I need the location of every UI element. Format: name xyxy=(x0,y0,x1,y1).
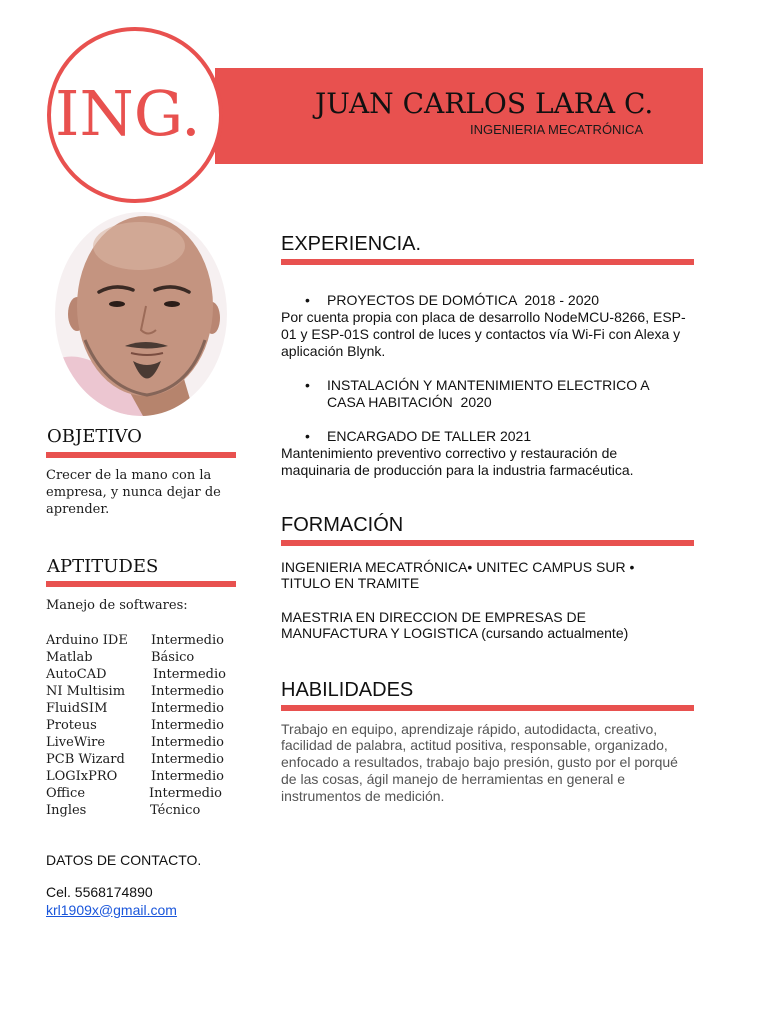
software-row xyxy=(46,717,246,734)
profile-photo xyxy=(55,212,227,416)
abilities-line: facilidad de palabra, actitud positiva, responsable, organizado, xyxy=(281,737,668,754)
contact-heading: DATOS DE CONTACTO. xyxy=(46,851,202,868)
experience-item-title: • PROYECTOS DE DOMÓTICA 2018 - 2020 xyxy=(281,292,694,309)
software-level: Intermedio xyxy=(151,734,224,750)
software-name: NI Multisim xyxy=(46,683,126,699)
aptitudes-divider xyxy=(46,581,236,587)
software-name: Proteus xyxy=(46,717,97,733)
education-list xyxy=(281,559,694,642)
experience-item-title-cont: CASA HABITACIÓN 2020 xyxy=(327,393,492,410)
education-line: TITULO EN TRAMITE xyxy=(281,575,420,592)
software-row xyxy=(46,768,246,785)
objective-line: Crecer de la mano con la xyxy=(46,468,212,483)
spacer xyxy=(281,411,694,428)
software-row xyxy=(46,666,246,683)
software-level: Intermedio xyxy=(153,666,226,682)
software-list xyxy=(46,632,246,819)
abilities-divider xyxy=(281,705,694,711)
abilities-heading: HABILIDADES xyxy=(281,679,414,701)
software-level: Intermedio xyxy=(151,751,224,767)
software-row xyxy=(46,649,246,666)
contact-email-link[interactable]: krl1909x@gmail.com xyxy=(46,901,177,918)
software-row xyxy=(46,734,246,751)
experience-description-line: aplicación Blynk. xyxy=(281,342,386,359)
software-name: LOGIxPRO xyxy=(46,768,118,784)
software-name: Matlab xyxy=(46,649,93,665)
objective-text xyxy=(46,467,221,518)
software-name: FluidSIM xyxy=(46,700,108,716)
objective-line: empresa, y nunca dejar de xyxy=(46,485,221,500)
spacer xyxy=(281,592,694,609)
objective-heading: OBJETIVO xyxy=(47,426,142,447)
software-level: Básico xyxy=(151,649,195,665)
experience-item-title: • ENCARGADO DE TALLER 2021 xyxy=(281,428,694,445)
candidate-profession: INGENIERIA MECATRÓNICA xyxy=(470,122,644,137)
software-level: Intermedio xyxy=(151,717,224,733)
education-divider xyxy=(281,540,694,546)
software-name: AutoCAD xyxy=(46,666,107,682)
software-name: Office xyxy=(46,785,86,801)
education-line: MANUFACTURA Y LOGISTICA (cursando actualmente) xyxy=(281,625,629,642)
objective-divider xyxy=(46,452,236,458)
experience-item-title: • INSTALACIÓN Y MANTENIMIENTO ELECTRICO A xyxy=(281,377,694,394)
experience-description-line: maquinaria de producción para la industria farmacéutica. xyxy=(281,461,634,478)
software-level: Intermedio xyxy=(151,632,224,648)
software-row xyxy=(46,632,246,649)
software-level: Intermedio xyxy=(151,683,224,699)
software-level: Intermedio xyxy=(149,785,222,801)
software-intro-text: Manejo de softwares: xyxy=(46,598,188,613)
software-name: Arduino IDE xyxy=(46,632,128,648)
experience-description-line: Por cuenta propia con placa de desarrollo NodeMCU-8266, ESP- xyxy=(281,308,686,325)
software-row xyxy=(46,785,246,802)
abilities-line: de las cosas, ágil manejo de herramientas en general e xyxy=(281,770,625,787)
education-line: MAESTRIA EN DIRECCION DE EMPRESAS DE xyxy=(281,608,586,625)
spacer xyxy=(281,360,694,377)
contact-phone: Cel. 5568174890 xyxy=(46,883,153,900)
software-row xyxy=(46,802,246,819)
experience-description-line: 01 y ESP-01S control de luces y contactos vía Wi-Fi con Alexa y xyxy=(281,325,681,342)
software-name: LiveWire xyxy=(46,734,106,750)
experience-divider xyxy=(281,259,694,265)
abilities-line: instrumentos de medición. xyxy=(281,787,445,804)
candidate-name: JUAN CARLOS LARA C. xyxy=(315,87,654,120)
software-name: Ingles xyxy=(46,802,87,818)
experience-description-line: Mantenimiento preventivo correctivo y restauración de xyxy=(281,444,618,461)
software-level: Intermedio xyxy=(151,768,224,784)
software-level: Técnico xyxy=(150,802,201,818)
software-intro xyxy=(46,597,188,614)
ing-badge-text: ING. xyxy=(55,77,201,150)
abilities-line: Trabajo en equipo, aprendizaje rápido, autodidacta, creativo, xyxy=(281,720,658,737)
software-row xyxy=(46,683,246,700)
education-heading: FORMACIÓN xyxy=(281,514,404,536)
abilities-text xyxy=(281,721,694,805)
software-row xyxy=(46,751,246,768)
aptitudes-heading: APTITUDES xyxy=(47,556,159,577)
abilities-line: enfocado a resultados, trabajo bajo presión, gusto por el porqué xyxy=(281,754,678,771)
experience-list xyxy=(281,292,694,479)
education-line: INGENIERIA MECATRÓNICA• UNITEC CAMPUS SUR • xyxy=(281,558,635,575)
experience-heading: EXPERIENCIA. xyxy=(281,233,422,255)
objective-line: aprender. xyxy=(46,502,110,517)
software-level: Intermedio xyxy=(151,700,224,716)
software-row xyxy=(46,700,246,717)
software-name: PCB Wizard xyxy=(46,751,125,767)
